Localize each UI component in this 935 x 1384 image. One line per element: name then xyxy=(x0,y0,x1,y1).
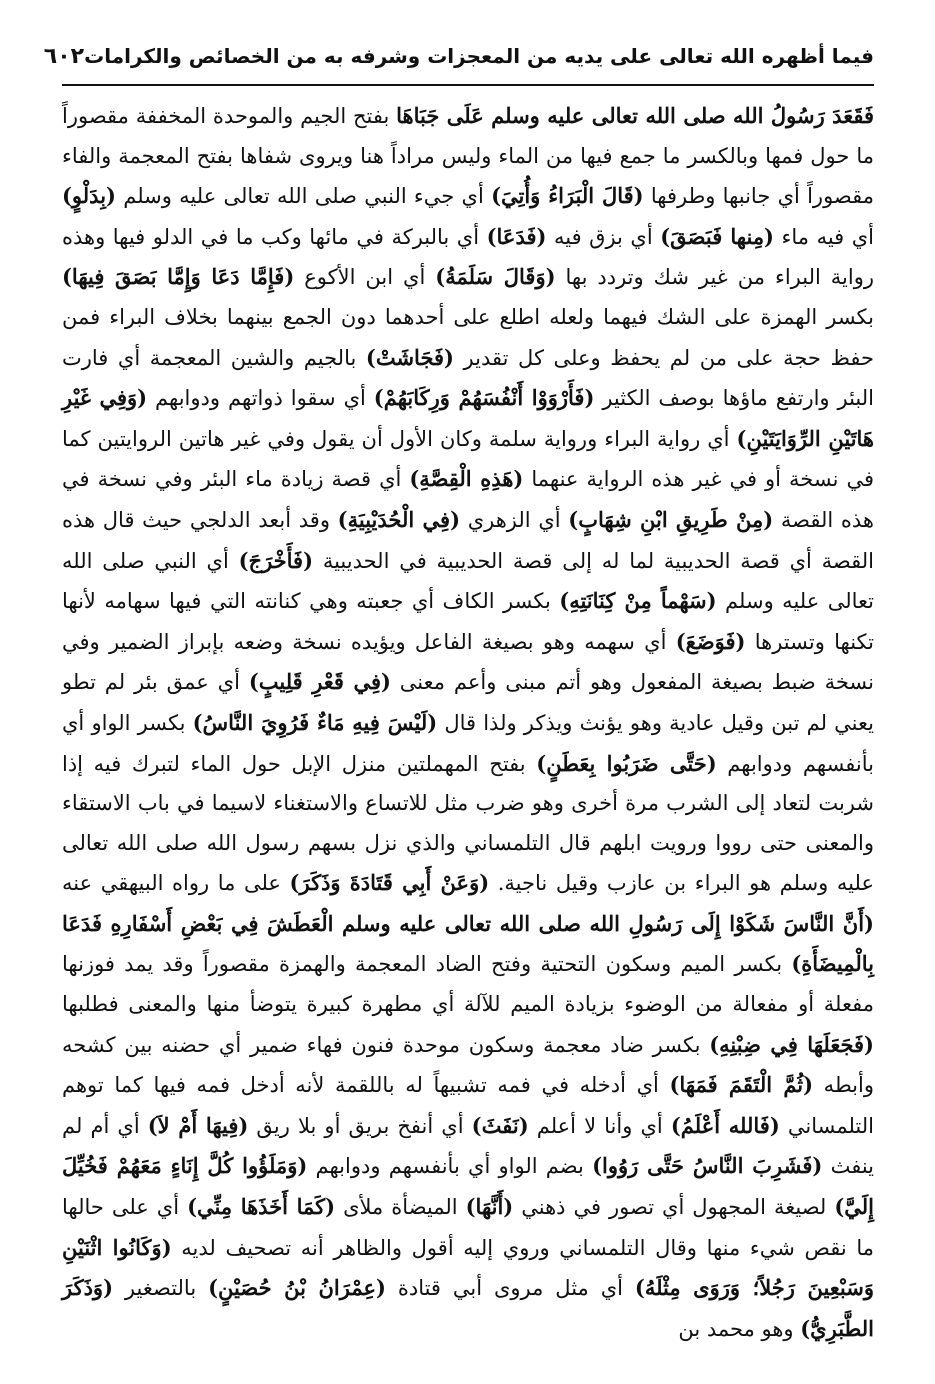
commentary-segment: أي النبي صلى الله تعالى عليه وسلم xyxy=(62,548,875,614)
matn-segment: (مِنْ طَرِيقِ ابْنِ شِهَابٍ) xyxy=(568,506,774,532)
commentary-segment: أي الزهري xyxy=(460,507,569,532)
matn-segment: (قَالَ الْبَرَاءُ وَأُتِيَ) xyxy=(491,183,644,209)
matn-segment: (سَهْماً مِنْ كِنَانَتِهِ) xyxy=(559,588,717,614)
commentary-segment: بكسر الميم وسكون التحتية وفتح الضاد المعجمة والهمزة مقصوراً وقد يمد فوزنها مفعلة أو مفعالة من الوضوء بزيادة الميم للآلة أي مطهرة كبيرة يتوضأ منها والمعنى فطلبها xyxy=(62,952,874,1017)
commentary-segment: أي بزق فيه xyxy=(546,224,661,249)
commentary-segment: بكسر الهمزة على الشك فيهما ولعله اطلع على أحدهما دون الجمع بينهما بخلاف البراء فمن حفظ حجة على من لم يحفظ وعلى كل تقدير xyxy=(62,304,874,370)
commentary-segment: أي سقوا ذواتهم ودوابهم xyxy=(147,386,374,411)
commentary-segment: أي رواية البراء ورواية سلمة وكان الأول أن يقول وفي غير هاتين الروايتين كما في نسخة أو في غير هذه الرواية عنهما xyxy=(62,426,874,492)
matn-segment: (أَنَّهَا) xyxy=(465,1194,514,1220)
matn-segment: (وَمَلَؤُوا كُلَّ إِنَاءٍ مَعَهُمْ فَخُيِّلَ إِلَيَّ) xyxy=(62,1153,874,1220)
commentary-segment: بضم الواو أي بأنفسهم ودوابهم xyxy=(307,1154,593,1179)
commentary-paragraph xyxy=(62,96,874,1349)
commentary-segment: وقد أبعد الدلجي حيث قال هذه القصة أي قصة الحديبية لما له إلى قصة الحديبية في الحديبية xyxy=(62,507,874,573)
commentary-segment: أي وأنا لا أعلم xyxy=(528,1113,671,1138)
matn-segment: (بِدَلْوٍ) xyxy=(62,183,116,209)
commentary-segment: أي مثل مروى أبي قتادة xyxy=(385,1276,635,1301)
running-header xyxy=(43,34,874,78)
matn-segment: (فَالله أَعْلَمُ) xyxy=(670,1112,780,1138)
matn-segment: (فِي قَعْرِ قَلِيبٍ) xyxy=(248,669,391,695)
matn-segment: (عِمْرَانُ بْنُ حُصَيْنٍ) xyxy=(208,1275,386,1301)
matn-segment: (مِنها فَبَصَقَ) xyxy=(660,223,774,249)
commentary-segment: بفتح المهملتين منزل الإبل حول الماء لتبرك فيه إذا شربت لتعاد إلى الشرب مرة أخرى وهو ضرب مثل للاتساع والاستغناء لاسيما في باب الاستقاء والمعنى حتى رووا ورويت ابلهم قال التلمساني والذي نزل بسهم رسول الله صلى الله تعالى عليه وسلم هو البراء بن عازب وقيل ناجية. xyxy=(62,751,874,896)
commentary-segment: أي سهمه وهو بصيغة الفاعل ويؤيده نسخة وضعه بإبراز الضمير وفي نسخة ضبط بصيغة المفعول وهو أتم مبنى وأعم معنى xyxy=(62,629,874,695)
commentary-segment: أي على حالها ما نقص شيء منها وقال التلمساني وروي إليه أقول والظاهر أنه تصحيف لديه xyxy=(62,1195,874,1260)
matn-segment: (فِي الْحُدَيْبِيَةِ) xyxy=(337,506,461,532)
matn-segment: (نَفَثَ) xyxy=(471,1112,529,1138)
commentary-segment: بكسر ضاد معجمة وسكون موحدة فنون فهاء ضمير أي حضنه بين كشحه وأبطه xyxy=(62,1032,874,1098)
matn-segment: (فَجَاشَتْ) xyxy=(365,344,454,370)
matn-segment: (فِيهَا أَمْ لاَ) xyxy=(147,1112,249,1138)
matn-segment: (وَذَكَرَ الطَّبَرِيُّ) xyxy=(62,1275,874,1341)
page-number: ٦٠٢ xyxy=(43,43,85,69)
commentary-segment: أي بالبركة في مائها وكب ما في الدلو فيها وهذه رواية البراء من غير شك وتردد بها xyxy=(62,224,874,290)
commentary-segment: بفتح الجيم والموحدة المخففة مقصوراً ما حول فمها وبالكسر ما جمع فيها من الماء وليس مراداً هنا ويروى شفاها بفتح المعجمة والفاء مقصوراً أي جانبها وطرفها xyxy=(62,104,874,209)
commentary-segment: على ما رواه البيهقي عنه xyxy=(62,871,290,896)
matn-segment: (وَكَانُوا اثْنَيْنِ وَسَبْعِينَ رَجُلاً؛ وَرَوَى مِثْلَهُ) xyxy=(62,1234,874,1301)
matn-segment: (فَدَعَا) xyxy=(486,223,547,249)
commentary-segment: أي أم لم ينفث xyxy=(62,1113,875,1179)
book-page xyxy=(43,34,875,1354)
matn-segment: (ثُمَّ الْتَقَمَ فَمَهَا) xyxy=(669,1072,814,1098)
commentary-segment: أي أنفخ بريق أو بلا ريق xyxy=(248,1113,472,1138)
matn-segment: (فَجَعَلَهَا فِي ضِبْنِهِ) xyxy=(709,1031,874,1057)
matn-segment: (فَإِمَّا دَعَا وَإِمَّا بَصَقَ فِيهَا) xyxy=(62,264,295,290)
running-title: فيما أظهره الله تعالى على يديه من المعجزات وشرفه به من الخصائص والكرامات xyxy=(84,44,874,68)
commentary-segment: أي جيء النبي صلى الله تعالى عليه وسلم xyxy=(116,184,492,209)
matn-segment: (وَقَالَ سَلَمَةُ) xyxy=(435,264,556,290)
commentary-segment: أي عمق بئر لم تطو يعني لم تبن وقيل عادية وهو يؤنث ويذكر ولذا قال xyxy=(62,670,874,735)
commentary-segment: وهو محمد بن xyxy=(678,1316,801,1341)
header-rule xyxy=(62,84,874,86)
matn-segment: (كَمَا أَخَذَهَا مِنِّي) xyxy=(187,1194,336,1220)
matn-segment: (فَوَضَعَ) xyxy=(675,628,746,654)
commentary-segment: بالتصغير xyxy=(113,1276,209,1301)
matn-segment: (أَنَّ النَّاسَ شَكَوْا إِلَى رَسُولِ الله صلى الله تعالى عليه وسلم الْعَطَشَ فِي بَعْضِ أَسْفَارِهِ فَدَعَا بِالْمِيضَأَةِ) xyxy=(62,910,874,977)
commentary-segment: بكسر الكاف أي جعبته وهي كنانته التي فيها سهامه لأنها تكنها وتسترها xyxy=(62,589,874,654)
commentary-segment: الميضأة ملأى xyxy=(335,1195,466,1220)
commentary-segment: أي أدخله في فمه تشبيهاً له باللقمة لأنه أدخل فمه فيها كما توهم التلمساني xyxy=(62,1073,874,1138)
matn-segment: (لَيْسَ فِيهِ مَاءٌ فَرُوِيَ النَّاسُ) xyxy=(192,709,438,735)
commentary-segment: أي ابن الأكوع xyxy=(294,265,436,290)
matn-segment: (وَعَنْ أَبِي قَتَادَةَ وَذَكَرَ) xyxy=(289,870,490,896)
commentary-segment: لصيغة المجهول أي تصور في ذهني xyxy=(513,1195,835,1220)
commentary-body xyxy=(62,96,874,1349)
commentary-segment: أي فيه ماء xyxy=(774,224,874,249)
matn-segment: فَقَعَدَ رَسُولُ الله صلى الله تعالى عليه وسلم عَلَى جَبَاهَا xyxy=(396,103,874,128)
matn-segment: (فَشَرِبَ النَّاسُ حَتَّى رَوُوا) xyxy=(592,1153,823,1179)
matn-segment: (فَأَخْرَجَ) xyxy=(238,547,314,573)
commentary-segment: بكسر الواو أي بأنفسهم ودوابهم xyxy=(62,710,875,776)
matn-segment: (فَأَرْوَوْا أَنْفُسَهُمْ وَرِكَابَهُمْ) xyxy=(373,385,595,411)
commentary-segment: أي قصة زيادة ماء البئر وفي نسخة في هذه القصة xyxy=(62,467,874,532)
commentary-segment: بالجيم والشين المعجمة أي فارت البئر وارتفع ماؤها بوصف الكثير xyxy=(62,345,874,411)
matn-segment: (حَتَّى ضَرَبُوا بِعَطَنٍ) xyxy=(536,750,717,776)
matn-segment: (هَذِهِ الْقِصَّةِ) xyxy=(409,466,524,492)
matn-segment: (وَفِي غَيْرِ هَاتَيْنِ الرِّوَايَتَيْنِ) xyxy=(62,385,875,451)
